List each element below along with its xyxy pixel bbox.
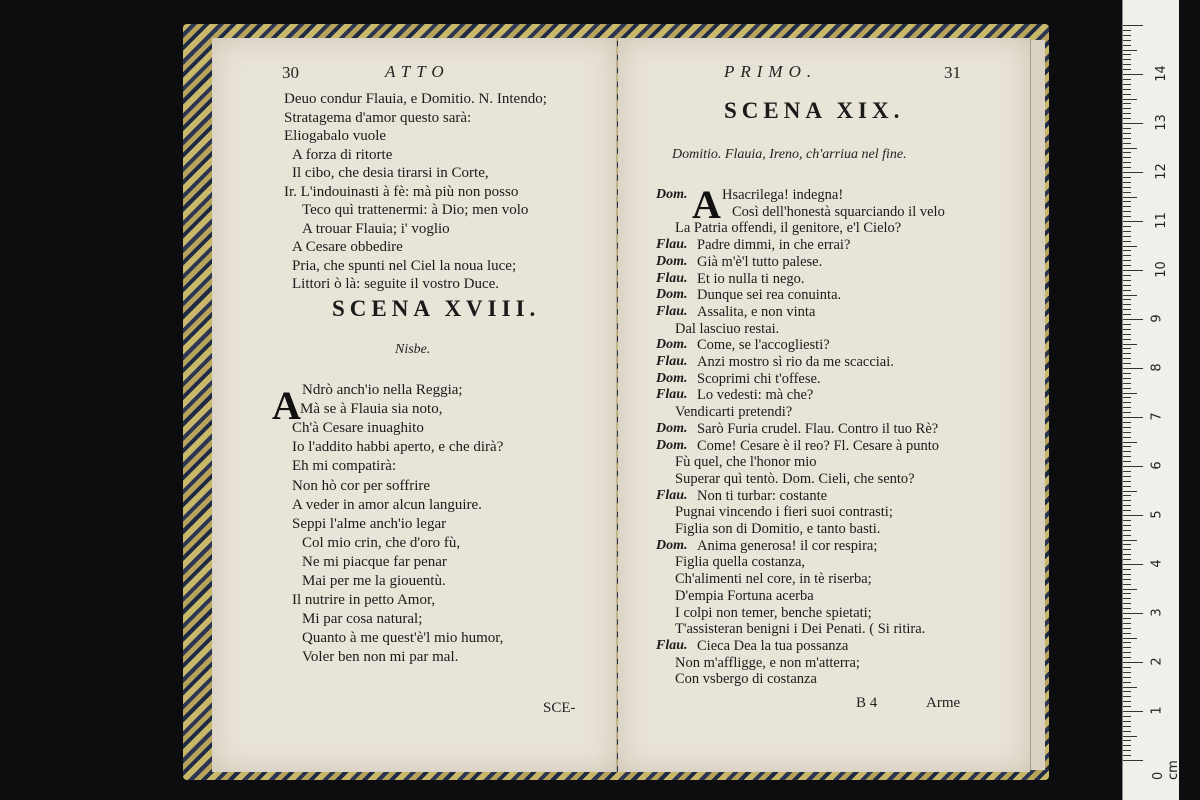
dialogue-line: Figlia quella costanza, (675, 554, 806, 571)
text-line: Stratagema d'amor questo sarà: (284, 109, 472, 126)
ruler-tick (1123, 79, 1131, 80)
ruler-label: 13 (1153, 114, 1169, 131)
speaker-label: Flau. (656, 637, 688, 653)
dialogue-line: Con vsbergo di costanza (675, 671, 817, 688)
ruler-tick (1123, 334, 1131, 335)
ruler-tick (1123, 642, 1131, 643)
ruler-tick (1123, 255, 1131, 256)
ruler-tick (1123, 407, 1131, 408)
ruler-tick (1123, 206, 1131, 207)
ruler-tick (1123, 750, 1131, 751)
ruler-label: 4 (1149, 559, 1165, 568)
text-line: A trouar Flauia; i' voglio (302, 220, 450, 237)
ruler-tick (1123, 495, 1131, 496)
ruler-tick (1123, 152, 1131, 153)
dialogue-line: Cieca Dea la tua possanza (697, 637, 849, 654)
dialogue-line: D'empia Fortuna acerba (675, 587, 814, 604)
ruler-tick (1123, 662, 1143, 663)
ruler-tick (1123, 682, 1131, 683)
ruler-tick (1123, 559, 1131, 560)
ruler-tick (1123, 270, 1143, 271)
ruler-label: 5 (1149, 510, 1165, 519)
ruler-tick (1123, 201, 1131, 202)
ruler-tick (1123, 652, 1131, 653)
text-line: Littori ò là: seguite il vostro Duce. (292, 276, 500, 292)
ruler-tick (1123, 422, 1131, 423)
ruler-tick (1123, 402, 1131, 403)
ruler-tick (1123, 755, 1131, 756)
dialogue-line: Già m'è'l tutto palese. (697, 253, 823, 270)
speaker-label: Dom. (656, 437, 688, 453)
text-line: Deuo condur Flauia, e Domitio. N. Intendo; (284, 91, 547, 107)
verse-line: Seppi l'alme anch'io legar (292, 515, 447, 532)
dialogue-line: Sarò Furia crudel. Flau. Contro il tuo Rè? (697, 420, 939, 437)
speaker-label: Flau. (656, 387, 688, 403)
ruler-tick (1123, 344, 1137, 345)
ruler-tick (1123, 192, 1131, 193)
dialogue-line: Dal lasciuo restai. (675, 320, 780, 337)
ruler-tick (1123, 608, 1131, 609)
left-catchword: SCE- (543, 700, 576, 716)
ruler-tick (1123, 304, 1131, 305)
speaker-label: Flau. (656, 270, 688, 286)
right-drop-cap: A (692, 182, 721, 227)
verse-line: Mai per me la giouentù. (302, 573, 446, 589)
speaker-label: Dom. (656, 287, 688, 303)
ruler-tick (1123, 250, 1131, 251)
ruler-tick (1123, 348, 1131, 349)
right-scene-title: SCENA XIX. (724, 98, 905, 123)
ruler-tick (1123, 353, 1131, 354)
dialogue-line: Fù quel, che l'honor mio (675, 454, 817, 471)
ruler-tick (1123, 363, 1131, 364)
speaker-label: Flau. (656, 303, 688, 319)
ruler-label: 2 (1149, 657, 1165, 666)
dialogue-line: I colpi non temer, benche spietati; (675, 604, 872, 621)
ruler-tick (1123, 40, 1131, 41)
ruler-label: 0 cm (1151, 760, 1181, 780)
ruler-tick (1123, 711, 1143, 712)
ruler-tick (1123, 569, 1131, 570)
ruler-tick (1123, 35, 1131, 36)
ruler-tick (1123, 378, 1131, 379)
speaker-label: Dom. (656, 420, 688, 436)
ruler-tick (1123, 59, 1131, 60)
ruler-tick (1123, 500, 1131, 501)
left-scene-title: SCENA XVIII. (332, 296, 541, 321)
ruler-tick (1123, 167, 1131, 168)
ruler-tick (1123, 598, 1131, 599)
ruler-tick (1123, 731, 1131, 732)
ruler-tick (1123, 221, 1143, 222)
ruler-tick (1123, 613, 1143, 614)
ruler-tick (1123, 486, 1131, 487)
ruler-tick (1123, 25, 1143, 26)
dialogue-line: Dunque sei rea conuinta. (697, 287, 842, 304)
ruler-tick (1123, 94, 1131, 95)
verse-line: Eh mi compatirà: (292, 458, 397, 475)
ruler-tick (1123, 466, 1143, 467)
ruler-tick (1123, 309, 1131, 310)
verse-line: Ne mi piacque far penar (302, 553, 447, 570)
ruler-tick (1123, 628, 1131, 629)
text-line: Ir. L'indouinasti à fè: mà più non posso (284, 183, 519, 200)
ruler-tick (1123, 515, 1143, 516)
speaker-label: Dom. (656, 370, 688, 386)
ruler-label: 6 (1149, 461, 1165, 470)
right-page-number: 31 (944, 63, 961, 82)
ruler-tick (1123, 69, 1131, 70)
ruler-tick (1123, 618, 1131, 619)
ruler-tick (1123, 706, 1131, 707)
ruler-tick (1123, 148, 1137, 149)
text-line: Teco quì trattenermi: à Dio; men volo (302, 202, 529, 218)
ruler-tick (1123, 172, 1143, 173)
ruler-tick (1123, 623, 1131, 624)
right-running-head: PRIMO. (724, 62, 818, 81)
verse-line: Ndrò anch'io nella Reggia; (302, 382, 463, 398)
ruler-tick (1123, 299, 1131, 300)
ruler-tick (1123, 554, 1131, 555)
ruler-tick (1123, 672, 1131, 673)
ruler-tick (1123, 226, 1131, 227)
ruler-tick (1123, 520, 1131, 521)
text-line: A Cesare obbedire (292, 239, 403, 255)
ruler-tick (1123, 103, 1131, 104)
left-scene-character: Nisbe. (395, 342, 431, 357)
ruler-tick (1123, 491, 1137, 492)
verse-line: Il nutrire in petto Amor, (292, 592, 436, 609)
ruler-tick (1123, 290, 1131, 291)
ruler-tick (1123, 530, 1131, 531)
ruler-tick (1123, 280, 1131, 281)
ruler-tick (1123, 108, 1131, 109)
dialogue-line: Vendicarti pretendi? (675, 404, 793, 421)
ruler-tick (1123, 412, 1131, 413)
ruler-tick (1123, 442, 1137, 443)
dialogue-line: Così dell'honestà squarciando il velo (732, 203, 945, 220)
ruler-tick (1123, 113, 1131, 114)
ruler-tick (1123, 54, 1131, 55)
ruler-tick (1123, 745, 1131, 746)
ruler-tick (1123, 383, 1131, 384)
ruler-tick (1123, 579, 1131, 580)
ruler-tick (1123, 388, 1131, 389)
ruler-tick (1123, 535, 1131, 536)
ruler-label: 7 (1149, 412, 1165, 421)
ruler-tick (1123, 544, 1131, 545)
dialogue-line: Hsacrilega! indegna! (722, 187, 844, 203)
ruler-tick (1123, 574, 1131, 575)
ruler-tick (1123, 368, 1143, 369)
ruler-label: 3 (1149, 608, 1165, 617)
text-line: Pria, che spunti nel Ciel la noua luce; (292, 257, 517, 274)
ruler-tick (1123, 236, 1131, 237)
ruler-tick (1123, 593, 1131, 594)
verse-line: Quanto à me quest'è'l mio humor, (302, 630, 504, 647)
ruler-tick (1123, 584, 1131, 585)
ruler-label: 8 (1149, 363, 1165, 372)
ruler-tick (1123, 417, 1143, 418)
verse-line: Io l'addito habbi aperto, e che dirà? (292, 439, 504, 456)
ruler-tick (1123, 373, 1131, 374)
ruler-tick (1123, 638, 1137, 639)
ruler-tick (1123, 427, 1131, 428)
speaker-label: Dom. (656, 337, 688, 353)
ruler-tick (1123, 505, 1131, 506)
ruler-tick (1123, 358, 1131, 359)
ruler-tick (1123, 211, 1131, 212)
ruler-label: 9 (1149, 314, 1165, 323)
ruler-tick (1123, 647, 1131, 648)
ruler-tick (1123, 397, 1131, 398)
ruler-tick (1123, 461, 1131, 462)
ruler-tick (1123, 691, 1131, 692)
ruler-tick (1123, 182, 1131, 183)
ruler-tick (1123, 157, 1131, 158)
ruler-tick (1123, 231, 1131, 232)
left-page-number: 30 (282, 63, 299, 82)
ruler-tick (1123, 603, 1131, 604)
dialogue-line: T'assisteran benigni i Dei Penati. ( Si ritira. (675, 621, 926, 638)
text-line: Eliogabalo vuole (284, 128, 387, 144)
dialogue-line: Assalita, e non vinta (697, 303, 816, 320)
right-catchword: Arme (926, 695, 961, 711)
verse-line: Mà se à Flauia sia noto, (300, 401, 443, 418)
ruler-tick (1123, 716, 1131, 717)
ruler-tick (1123, 696, 1131, 697)
ruler-tick (1123, 285, 1131, 286)
ruler-tick (1123, 74, 1143, 75)
verse-line: Col mio crin, che d'oro fù, (302, 534, 461, 551)
verse-line: Mi par cosa natural; (302, 611, 423, 628)
speaker-label: Flau. (656, 487, 688, 503)
dialogue-line: Come, se l'accogliesti? (697, 337, 830, 354)
ruler-tick (1123, 446, 1131, 447)
ruler-tick (1123, 143, 1131, 144)
ruler-tick (1123, 437, 1131, 438)
ruler-tick (1123, 329, 1131, 330)
ruler-tick (1123, 432, 1131, 433)
ruler-tick (1123, 50, 1137, 51)
ruler-label: 11 (1153, 212, 1169, 229)
ruler-tick (1123, 197, 1137, 198)
speaker-label: Flau. (656, 354, 688, 369)
ruler-tick (1123, 128, 1131, 129)
speaker-label: Dom. (656, 537, 688, 553)
ruler-tick (1123, 456, 1131, 457)
ruler-tick (1123, 633, 1131, 634)
ruler-label: 10 (1153, 261, 1169, 278)
dialogue-line: Non ti turbar: costante (697, 487, 828, 504)
ruler-tick (1123, 677, 1131, 678)
ruler-tick (1123, 64, 1131, 65)
ruler-tick (1123, 687, 1137, 688)
ruler-tick (1123, 760, 1143, 761)
verse-line: Non hò cor per soffrire (292, 477, 431, 494)
ruler-tick (1123, 99, 1137, 100)
ruler-tick (1123, 89, 1131, 90)
dialogue-line: Superar quì tentò. Dom. Cieli, che sento? (675, 470, 915, 487)
ruler-label: 14 (1153, 65, 1169, 82)
ruler-tick (1123, 187, 1131, 188)
dialogue-line: Lo vedesti: mà che? (697, 387, 814, 404)
ruler-tick (1123, 701, 1131, 702)
text-line: A forza di ritorte (292, 146, 393, 163)
dialogue-line: Figlia son di Domitio, e tanto basti. (675, 521, 881, 537)
speaker-label: Flau. (656, 237, 688, 253)
ruler-tick (1123, 260, 1131, 261)
speaker-label: Dom. (656, 253, 688, 269)
right-scene-characters: Domitio. Flauia, Ireno, ch'arriua nel fine. (672, 147, 907, 162)
ruler-tick (1123, 123, 1143, 124)
ruler-tick (1123, 393, 1137, 394)
dialogue-line: Anima generosa! il cor respira; (697, 537, 878, 554)
right-signature: B 4 (856, 695, 878, 711)
dialogue-line: Non m'affligge, e non m'atterra; (675, 654, 860, 671)
left-running-head: ATTO (385, 62, 450, 81)
ruler-tick (1123, 476, 1131, 477)
text-line: Il cibo, che desia tirarsi in Corte, (292, 165, 489, 181)
ruler-tick (1123, 177, 1131, 178)
dialogue-line: Ch'alimenti nel core, in tè riserba; (675, 571, 872, 588)
ruler-tick (1123, 525, 1131, 526)
ruler-tick (1123, 510, 1131, 511)
ruler-tick (1123, 667, 1131, 668)
ruler-tick (1123, 339, 1131, 340)
ruler-tick (1123, 241, 1131, 242)
dialogue-line: Padre dimmi, in che errai? (697, 237, 851, 254)
ruler-tick (1123, 162, 1131, 163)
ruler-tick (1123, 740, 1131, 741)
dialogue-line: Et io nulla ti nego. (697, 270, 805, 287)
ruler-tick (1123, 589, 1137, 590)
ruler-tick (1123, 45, 1131, 46)
ruler-tick (1123, 726, 1131, 727)
ruler-tick (1123, 471, 1131, 472)
ruler-tick (1123, 481, 1131, 482)
left-drop-cap: A (272, 383, 301, 428)
dialogue-line: La Patria offendi, il genitore, e'l Cielo? (675, 220, 902, 237)
verse-line: Ch'à Cesare inuaghito (292, 420, 424, 437)
ruler-tick (1123, 721, 1131, 722)
dialogue-line: Scoprimi chi t'offese. (697, 370, 821, 387)
dialogue-line: Pugnai vincendo i fieri suoi contrasti; (675, 504, 893, 521)
ruler-tick (1123, 133, 1131, 134)
ruler-tick (1123, 451, 1131, 452)
ruler-tick (1123, 265, 1131, 266)
ruler-tick (1123, 314, 1131, 315)
dialogue-line: Come! Cesare è il reo? Fl. Cesare à punto (697, 437, 939, 454)
speaker-label: Dom. (656, 187, 688, 202)
ruler-tick (1123, 324, 1131, 325)
ruler-tick (1123, 118, 1131, 119)
ruler-label: 12 (1153, 163, 1169, 180)
ruler-tick (1123, 540, 1137, 541)
dialogue-line: Anzi mostro sì rio da me scacciai. (697, 354, 894, 370)
page-edges (1030, 40, 1045, 770)
ruler-tick (1123, 216, 1131, 217)
ruler-tick (1123, 657, 1131, 658)
measurement-ruler (1122, 0, 1179, 800)
verse-line: Voler ben non mi par mal. (302, 649, 459, 666)
ruler-tick (1123, 138, 1131, 139)
ruler-label: 1 (1149, 706, 1165, 715)
ruler-tick (1123, 275, 1131, 276)
ruler-tick (1123, 549, 1131, 550)
ruler-tick (1123, 84, 1131, 85)
verse-line: A veder in amor alcun languire. (292, 496, 482, 513)
ruler-tick (1123, 295, 1137, 296)
ruler-tick (1123, 30, 1131, 31)
ruler-tick (1123, 736, 1137, 737)
ruler-tick (1123, 564, 1143, 565)
ruler-tick (1123, 319, 1143, 320)
ruler-tick (1123, 246, 1137, 247)
